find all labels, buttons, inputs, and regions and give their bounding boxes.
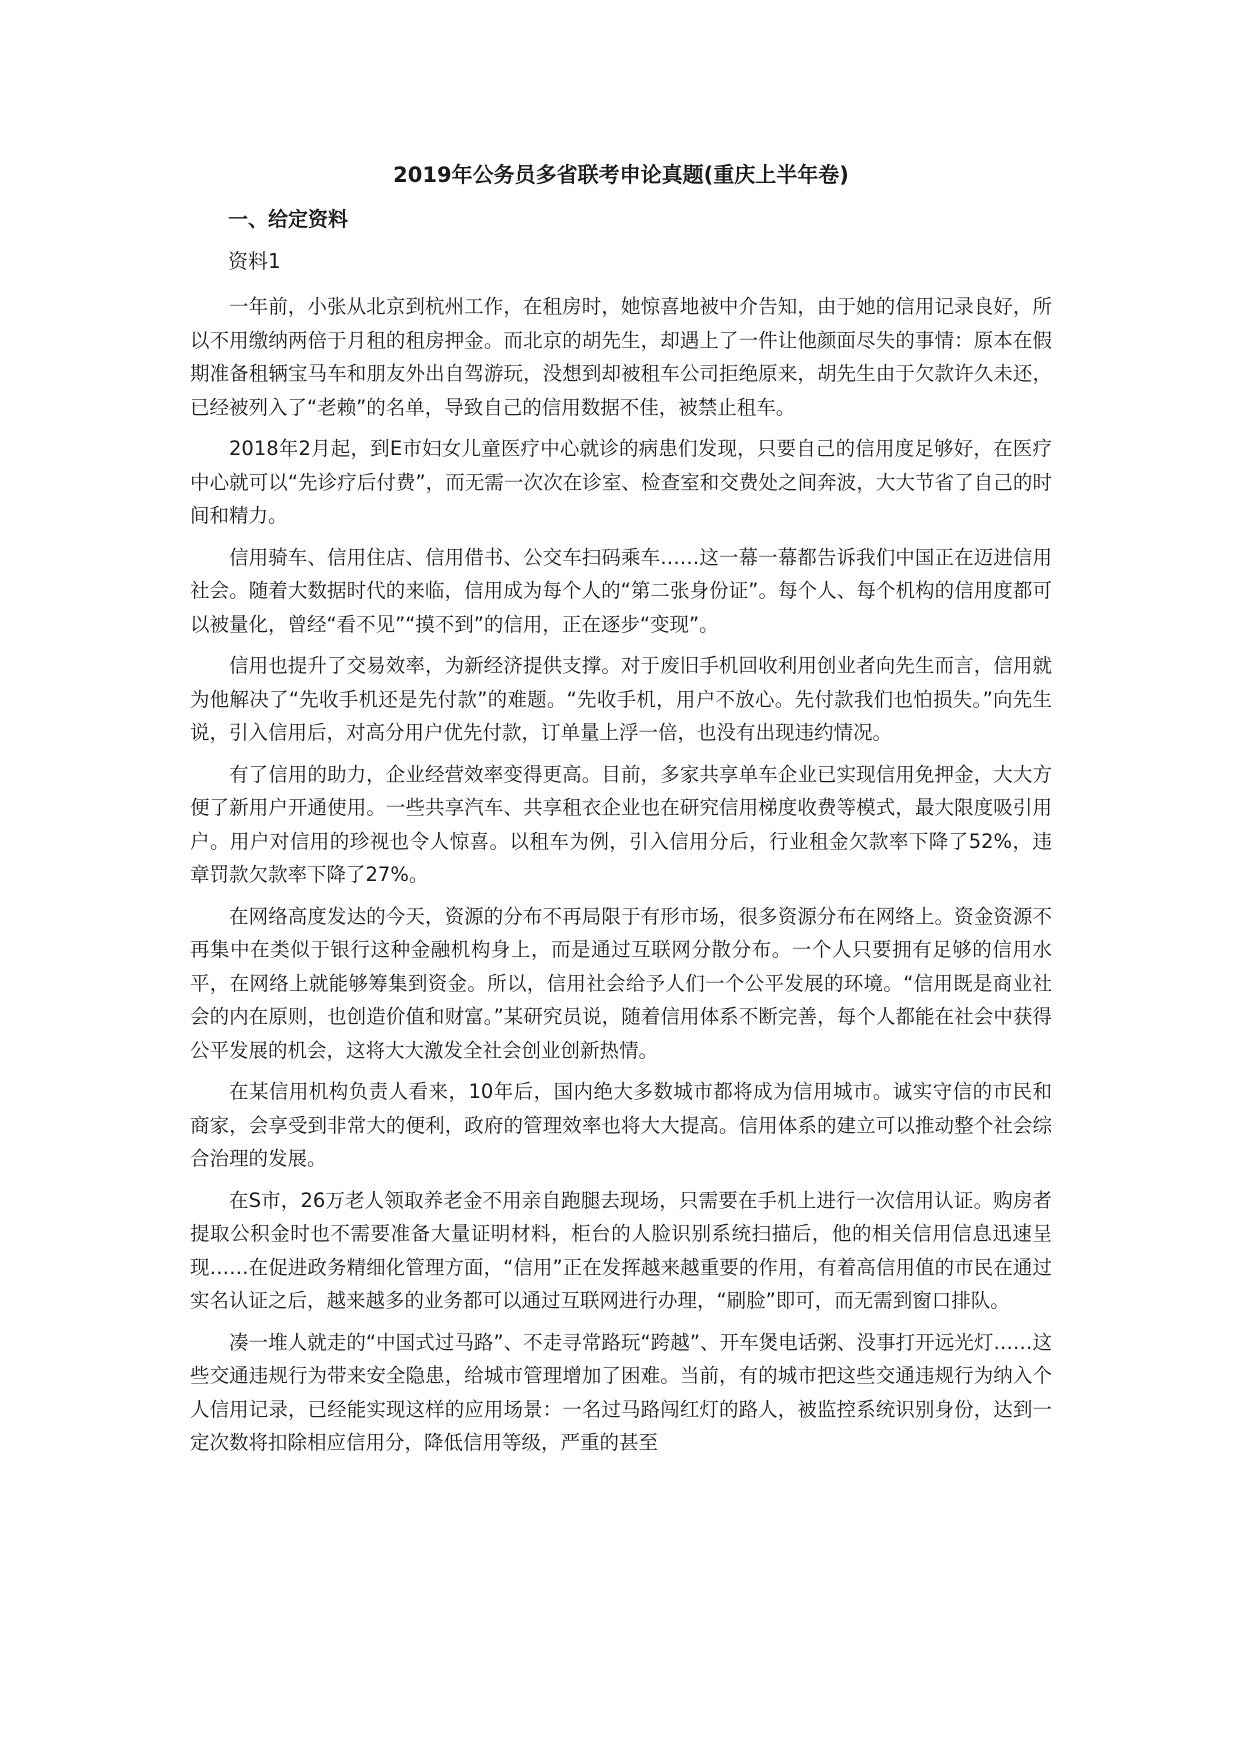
document-page bbox=[190, 160, 1052, 1468]
paragraph: 2018年2月起，到E市妇女儿童医疗中心就诊的病患们发现，只要自己的信用度足够好，在医疗中心就可以“先诊疗后付费”，而无需一次次在诊室、检查室和交费处之间奔波，大大节省了自己的时间和精力。 bbox=[190, 437, 1052, 527]
paragraph: 凑一堆人就走的“中国式过马路”、不走寻常路玩“跨越”、开车煲电话粥、没事打开远光灯……这些交通违规行为带来安全隐患，给城市管理增加了困难。当前，有的城市把这些交通违规行为纳入个人信用记录，已经能实现这样的应用场景：一名过马路闯红灯的路人，被监控系统识别身份，达到一定次数将扣除相应信用分，降低信用等级，严重的甚至 bbox=[190, 1330, 1052, 1454]
paragraph: 在网络高度发达的今天，资源的分布不再局限于有形市场，很多资源分布在网络上。资金资源不再集中在类似于银行这种金融机构身上，而是通过互联网分散分布。一个人只要拥有足够的信用水平，在网络上就能够筹集到资金。所以，信用社会给予人们一个公平发展的环境。“信用既是商业社会的内在原则，也创造价值和财富。”某研究员说，随着信用体系不断完善，每个人都能在社会中获得公平发展的机会，这将大大激发全社会创业创新热情。 bbox=[190, 904, 1052, 1062]
paragraph: 有了信用的助力，企业经营效率变得更高。目前，多家共享单车企业已实现信用免押金，大大方便了新用户开通使用。一些共享汽车、共享租衣企业也在研究信用梯度收费等模式，最大限度吸引用户。用户对信用的珍视也令人惊喜。以租车为例，引入信用分后，行业租金欠款率下降了52%，违章罚款欠款率下降了27%。 bbox=[190, 762, 1052, 886]
paragraph: 信用骑车、信用住店、信用借书、公交车扫码乘车……这一幕一幕都告诉我们中国正在迈进信用社会。随着大数据时代的来临，信用成为每个人的“第二张身份证”。每个人、每个机构的信用度都可以被量化，曾经“看不见”“摸不到”的信用，正在逐步“变现”。 bbox=[190, 545, 1052, 636]
paragraph: 在某信用机构负责人看来，10年后，国内绝大多数城市都将成为信用城市。诚实守信的市民和商家，会享受到非常大的便利，政府的管理效率也将大大提高。信用体系的建立可以推动整个社会综合治理的发展。 bbox=[190, 1080, 1052, 1170]
section-heading: 一、给定资料 bbox=[228, 207, 348, 231]
paragraph: 信用也提升了交易效率，为新经济提供支撑。对于废旧手机回收利用创业者向先生而言，信用就为他解决了“先收手机还是先付款”的难题。“先收手机，用户不放心。先付款我们也怕损失。”向先生说，引入信用后，对高分用户优先付款，订单量上浮一倍，也没有出现违约情况。 bbox=[190, 654, 1052, 744]
paragraph: 一年前，小张从北京到杭州工作，在租房时，她惊喜地被中介告知，由于她的信用记录良好，所以不用缴纳两倍于月租的租房押金。而北京的胡先生，却遇上了一件让他颜面尽失的事情：原本在假期准备租辆宝马车和朋友外出自驾游玩，没想到却被租车公司拒绝原来，胡先生由于欠款许久未还，已经被列入了“老赖”的名单，导致自己的信用数据不佳，被禁止租车。 bbox=[190, 295, 1052, 419]
paragraph: 在S市，26万老人领取养老金不用亲自跑腿去现场，只需要在手机上进行一次信用认证。购房者提取公积金时也不需要准备大量证明材料，柜台的人脸识别系统扫描后，他的相关信用信息迅速呈现……在促进政务精细化管理方面，“信用”正在发挥越来越重要的作用，有着高信用值的市民在通过实名认证之后，越来越多的业务都可以通过互联网进行办理，“刷脸”即可，而无需到窗口排队。 bbox=[190, 1188, 1052, 1312]
document-title: 2019年公务员多省联考申论真题(重庆上半年卷) bbox=[393, 163, 849, 187]
material-label: 资料1 bbox=[228, 249, 281, 273]
